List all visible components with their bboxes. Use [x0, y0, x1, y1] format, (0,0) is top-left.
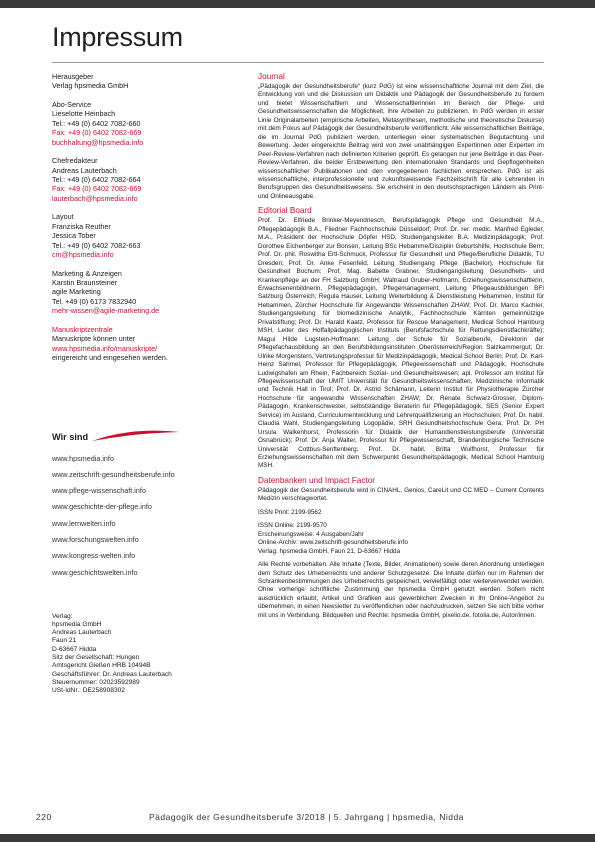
wir-sind-label: Wir sind	[52, 431, 89, 442]
website-links	[52, 454, 232, 577]
manuskript-block	[52, 325, 232, 363]
abo-block	[52, 100, 232, 147]
editorial-board-text: Prof. Dr. Elfriede Brinker-Meyendriesch, Berufspädagogik Pflege und Gesundheit M.A., Pflegepädagogik B.A., Fliedner Fachhochschule Düsseldorf; Prof. Dr. rer. medic. Manfred Egleder, M.A., Präsident der Hochschule Döpfer HSD, Studiengangsleiter B.A. Medizinpädagogik; Prof. Dorothee Eichenberger zur Bonsen, Leitung BSc Hebamme/Disziplin Geburtshilfe, Hochschule Bern; Prof. Dr. phil. Roswitha Ertl-Schmuck, Professur für Gesundheit und Pflege/Berufliche Didaktik, TU Dresden; Prof. Dr. Anke Fesenfeld, Leitung Studiengang Pflege (Bachelor), Hochschule für Gesundheit Bochum; Prof. Mag. Babette Grabner, Studiengangsleitung Gesundheits- und Krankenpflege an der FH Salzburg GmbH; Waltraud Gruber-Hofmann, Erziehungswissenschaftlerin, Erwachsenenbildnerin, Pflegepädagogin, Pflegemanagement, Leitung Pflegeausbildungen BFI Salzburg Österreich; Regula Hauser, Leitung Weiterbildung & Dienstleistung Hebammen, Institut für Hebammen, Zürcher Hochschule für Angewandte Wissenschaften ZHAW; Prof. Dr. Marco Kachler, Studiengangsleitung für biomedizinische Analytik, Fachhochschule Kärnten gemeinnützige Privatstiftung; Prof. Dr. Harald Kaatz, Professor für Rescue Management, Medical School Hamburg MSH, Leiter des Hoffallpädagogischen Instituts (Berufsfachschule für Rettungsdienstfachkräfte); Magui Hilde Lugstein-Hoffmann: Leitung der Schule für Sozialberufe, Direktorin der Pflegefachausbildung an den Berufsbildungsinstituten Oberösterreich/Region Salzkammergut; Dr. Ulrike Morgenstern, Vertretungsprofessur für Medizinpädagogik, Medical School Berlin; Prof. Dr. Karl-Heinz Sahmel, Professor für Pflegepädagogik, Pflegewissenschaft und Pädagogik, Hochschule Ludwigshafen am Rhein, Fachbereich Sozial- und Gesundheitswesen; apl. Professor am Institut für Pflegewissenschaft der UMIT Universität für Gesundheitswissenschaften, Medizinische Informatik und Technik Hall in Tirol; Prof. Dr. Astrid Schämann, Leiterin Institut für Physiotherapie Zürcher Hochschule für angewandte Wissenschaften ZHAW; Dr. Renate Schwarz-Grosser, Diplom-Pädagogin, Krankenschwester, selbstständige Beraterin für Pflegepädagogik, SES (Senior Expert Service) im Ausland, Curriculumentwicklung und Lehrerqualifizierung an Hochschulen; Prof. Dr. habil. Claudia Wahl, Studiengangsleitung Logopädie, SRH Gesundheitshochschule Gera; Prof. Dr. PH Ursula Walkenhorst, Professorin für Didaktik der Humandienstleistungsberufe (Universität Osnabrück); Prof. Dr. Anja Walter, Professur für Pflegewissenschaft, Brandenburgische Technische Universität Cottbus-Senftenberg; Prof. Dr. habil. Britta Wulfhorst, Professur für Erziehungswissenschaften mit dem Schwerpunkt Gesundheitspädagogik, Medical School Hamburg MSH.	[258, 217, 544, 470]
herausgeber-block	[52, 72, 232, 91]
verlag-line: USt-IdNr.: DE258908302	[52, 687, 125, 695]
journal-heading: Journal	[258, 72, 285, 81]
layout-label: Layout	[52, 212, 74, 222]
layout-email-link[interactable]: cm@hpsmedia.info	[52, 250, 114, 260]
verlag-line: hpsmedia GmbH	[52, 620, 102, 628]
abo-name: Lieselotte Heinbach	[52, 109, 116, 119]
website-link[interactable]: www.kongress-welten.info	[52, 551, 136, 561]
editorial-board-heading: Editorial Board	[258, 206, 312, 216]
abo-email-link[interactable]: buchhaltung@hpsmedia.info	[52, 137, 144, 147]
title-rule	[52, 62, 544, 63]
verlag-line: Amtsgericht Gießen HRB 10494B	[52, 662, 151, 670]
website-link[interactable]: www.forschungswelten.info	[52, 534, 139, 544]
abo-tel: Tel.: +49 (0) 6402 7082-660	[52, 118, 141, 128]
online-archiv: Online-Archiv: www.zeitschrift-gesundheitsberufe.info	[258, 539, 408, 547]
bottom-bar	[0, 834, 595, 842]
verlag-line: Geschäftsführer: Dr. Andreas Lauterbach	[52, 670, 172, 678]
marketing-block	[52, 269, 232, 316]
manuskript-link[interactable]: www.hpsmedia.info/manuskripte/	[52, 343, 158, 353]
marketing-email-link[interactable]: mehr-wissen@agile-marketing.de	[52, 306, 160, 316]
chefredakteur-fax: Fax: +49 (0) 6402 7082-669	[52, 184, 142, 194]
website-link[interactable]: www.hpsmedia.info	[52, 453, 114, 463]
swoosh-icon	[90, 429, 182, 443]
page-title: Impressum	[52, 22, 183, 52]
footer-journal-info: Pädagogik der Gesundheitsberufe 3/2018 | 5. Jahrgang | hpsmedia, Nidda	[149, 812, 464, 822]
layout-block	[52, 212, 232, 259]
chefredakteur-label: Chefredakteur	[52, 156, 98, 166]
manuskript-line-2: eingereicht und eingesehen werden.	[52, 353, 168, 363]
right-column	[258, 72, 544, 625]
issn-online: ISSN Online: 2199-9570	[258, 522, 327, 530]
abo-label: Abo-Service	[52, 100, 92, 109]
marketing-tel: Tel. +49 (0) 6173 7832940	[52, 296, 137, 306]
databases-text: Pädagogik der Gesundheitsberufe wird in CINAHL, Genios, CareLit und CC MED – Current Contents Medizin verschlagwortet.	[258, 486, 544, 503]
herausgeber-label: Herausgeber	[52, 72, 94, 81]
chefredakteur-name: Andreas Lauterbach	[52, 165, 117, 175]
website-link[interactable]: www.zeitschrift-gesundheitsberufe.info	[52, 469, 175, 479]
chefredakteur-email-link[interactable]: lauterbach@hpsmedia.info	[52, 193, 138, 203]
databases-heading: Datenbanken und Impact Factor	[258, 475, 375, 485]
chefredakteur-block	[52, 156, 232, 203]
website-link[interactable]: www.pflege-wissenschaft.info	[52, 486, 146, 496]
layout-name-1: Franziska Reuther	[52, 221, 111, 231]
website-link[interactable]: www.geschichte-der-pflege.info	[52, 502, 152, 512]
layout-name-2: Jessica Tober	[52, 231, 96, 241]
verlag-line: D-63667 Hidda	[52, 645, 97, 653]
top-bar	[0, 0, 595, 8]
verlag-line: Sitz der Gesellschaft: Hungen	[52, 654, 140, 662]
verlag-line: Andreas Lauterbach	[52, 629, 112, 637]
manuskript-label: Manuskriptzentrale	[52, 324, 113, 334]
journal-text: „Pädagogik der Gesundheitsberufe“ (kurz PdG) ist eine wissenschaftliche Journal mit dem Ziel, die Entwicklung von und die Diskussion um Didaktik und Pädagogik der Gesundheitsberufe zu fordern und bietet Wissenschaftlern und Wissenschaftlerinnen im Bereich der Pflege- und Gesundheitswissenschaften die Möglichkeit, ihre Arbeiten zu publizieren. In PdG werden in erster Linie Originalarbeiten (empirische Arbeiten, Metasynthesen, methodische und theoretische Diskurse) mit dem Fokus auf Pädagogik der Gesundheitsberufe veröffentlicht. Alle wissenschaftlichen Beiträge, die im Journal PdG publiziert werden, unterliegen einer systematischen Begutachtung und Bewertung. Jeder eingereichte Beitrag wird von zwei unabhängigen Expertinnen oder Experten im Peer-Review-Verfahren nach definierten Kriterien geprüft. Es gelangen nur jene Beiträge in das Peer-Review-Verfahren, die beider Erstbewertung den internationalen Standards und Gepflogenheiten wissenschaftlicher Publikationen und den vorgegebenen fachlichen entsprechen. PdG ist als wissenschaftliche, interprofessionelle und zukunftsweisende Fachzeitschrift für alle Lehrenden in Berufsgruppen des Gesundheitswesens. Sie erscheint in den deutschsprachigen Ländern als Print- und Onlineausgabe.	[258, 83, 544, 200]
verlag-line: Faun 21	[52, 637, 77, 645]
manuskript-line-1: Manuskripte können unter	[52, 334, 136, 344]
rights-text: Alle Rechte vorbehalten. Alle Inhalte (Texte, Bilder, Animationen) sowie deren Anordnung unterliegen dem Schutz des Urheberrechts und anderer Schutzgesetze. Die Inhalte dürfen nur im Rahmen der Schrankenbestimmungen des Urheberrechts gespeichert, vervielfältigt oder weiterverwendet werden. Ohne vorherige schriftliche Zustimmung der hpsmedia GmbH genutzt werden. Sofern nicht ausdrücklich erlaubt, Artikel und Grafiken aus gewerblichen Zwecken in Ihr Online-Angebot zu übernehmen, in einen Newsletter zu veröffentlichen oder nachzudrucken, setzen Sie sich bitte vorher mit uns in Verbindung. Bildquellen und Rechte: hpsmedia GmbH, pixelio.de, fotolia.de, Autor/innen.	[258, 561, 544, 619]
verlag-address: Verlag: hpsmedia GmbH, Faun 21, D-63667 Hidda	[258, 547, 401, 555]
abo-fax: Fax: +49 (0) 6402 7082-669	[52, 128, 142, 138]
verlag-block	[52, 613, 232, 696]
website-link[interactable]: www.lernwelten.info	[52, 518, 116, 528]
marketing-name: Karstin Braunsteiner	[52, 278, 118, 288]
issn-print: ISSN Print: 2199-9562	[258, 508, 322, 516]
marketing-label: Marketing & Anzeigen	[52, 268, 122, 278]
website-link[interactable]: www.geschichtswelten.info	[52, 567, 138, 577]
left-column	[52, 72, 232, 696]
chefredakteur-tel: Tel.: +49 (0) 6402 7082-664	[52, 175, 141, 185]
verlag-line: Steuernummer: 02023592989	[52, 678, 140, 686]
herausgeber-name: Verlag hpsmedia GmbH	[52, 81, 129, 91]
page-number: 220	[36, 812, 52, 822]
layout-tel: Tel.: +49 (0) 6402 7082-663	[52, 240, 141, 250]
verlag-line: Verlag:	[52, 612, 73, 620]
wir-sind-heading	[52, 429, 232, 445]
marketing-company: agile Marketing	[52, 287, 101, 297]
erscheinungsweise: Erscheinungsweise: 4 Ausgaben/Jahr	[258, 530, 364, 538]
